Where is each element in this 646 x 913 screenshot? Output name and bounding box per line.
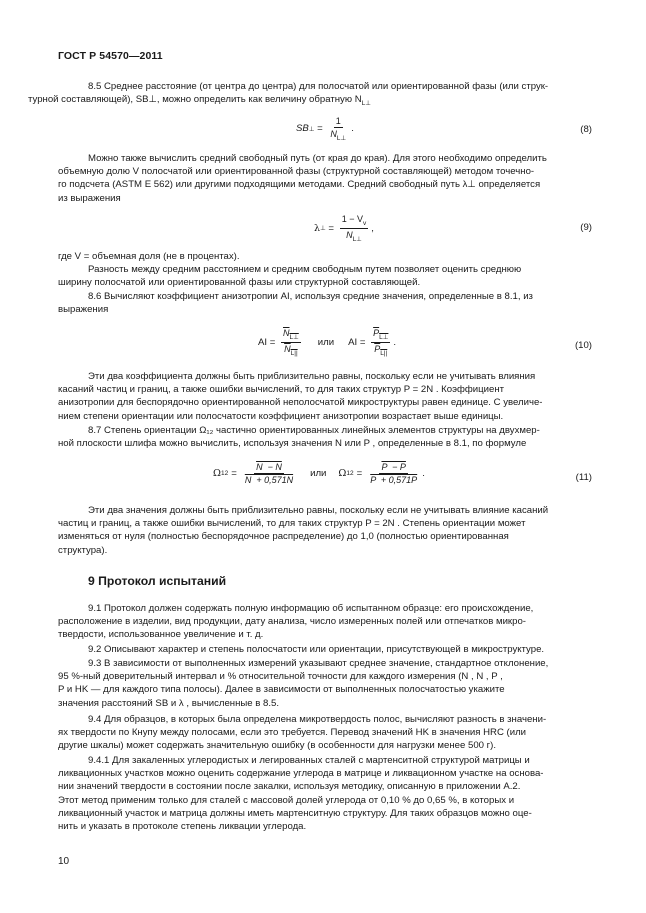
line: ликвационных участков можно оценить содержание углерода в матрице и ликвационном участке на основа- <box>58 768 544 780</box>
line: ях твердости по Кнупу между полосами, если это требуется. Перевод значений HK в значения HRC (или <box>58 727 527 739</box>
line: где V = объемная доля (не в процентах). <box>58 251 240 262</box>
fraction <box>281 328 301 357</box>
paragraph-9-3 <box>58 657 592 710</box>
eq-lhs: Ω <box>338 468 347 479</box>
equation-9 <box>314 214 374 243</box>
numerator: $P_{L\perp}$ <box>373 328 389 341</box>
line: Этот метод применим только для сталей с массовой долей углерода от 0,10 % до 0,65 %, в которых и <box>58 794 515 806</box>
line: Можно также вычислить средний свободный путь (от края до края). Для этого необходимо определить <box>88 153 547 164</box>
line: касаний частиц и границ, а также ошибки вычислений, то для таких структур P = 2N . Коэффициент <box>58 384 505 396</box>
line: 8.7 Степень ориентации Ω₁₂ частично ориентированных линейных элементов структуры на двухмер- <box>88 425 540 436</box>
numerator: P − P <box>381 462 406 472</box>
equation-number: (11) <box>575 472 592 483</box>
line: из выражения <box>58 192 121 204</box>
line: 8.5 Среднее расстояние (от центра до центра) для полосчатой или ориентированной фазы (или струк- <box>88 81 549 92</box>
line: твердости, использованное увеличение и т. д. <box>58 629 264 641</box>
line: изменяться от нуля (полностью беспорядочное распределение) до 1,0 (полностью ориентированная <box>58 531 509 543</box>
line: структура). <box>58 544 108 556</box>
line: расположение в изделии, вид продукции, дату анализа, число измеренных полей или отпечатков микро- <box>58 616 526 628</box>
eq-lhs: λ <box>314 222 321 234</box>
line: 9.4 Для образцов, в которых была определена микротвердость полос, вычисляют разность в значени- <box>88 714 547 725</box>
denominator: N + 0,571N <box>244 475 294 485</box>
paragraph-9-4-1 <box>58 754 592 833</box>
line: 8.6 Вычисляют коэффициент анизотропии AI, используя средние значения, определенные в 8.1, из <box>88 290 533 302</box>
paragraph-where-8-6 <box>58 250 592 316</box>
equation-number: (8) <box>580 124 592 135</box>
equation-11: Ω 12 = $\frac{N - N}{N + 0,571N}$ или Ω 12 = $\frac{P - P}{P + 0,571P}$ . <box>213 462 425 485</box>
denominator: P + 0,571P <box>370 475 418 485</box>
line: 95 %-ный доверительный интервал и % относительной точности для каждого измерения (N , N , P , <box>58 671 503 683</box>
line: 9.4.1 Для закаленных углеродистых и легированных сталей с мартенситной структурой матрицы и <box>88 755 530 766</box>
denominator: $P_{L||}$ <box>374 343 388 357</box>
line: P и HK — для каждого типа полосы). Далее в зависимости от выполненных полосчатостью укажите <box>58 684 505 696</box>
equation-8 <box>296 116 354 142</box>
line: Эти два значения должны быть приблизительно равны, поскольку если не учитывать влияние касаний <box>88 505 549 516</box>
paragraph-9-2 <box>58 643 592 656</box>
paragraph-8-7 <box>58 424 592 450</box>
line: другие шкалы) может содержать значительную ошибку (в особенности для нагрузки менее 500 г). <box>58 740 497 752</box>
eq-lhs: Ω <box>213 468 221 479</box>
line: 9.1 Протокол должен содержать полную информацию об испытанном образце: его происхождение, <box>88 603 534 614</box>
line: ширину полосчатой или ориентированной фазы или структурной составляющей. <box>58 277 421 289</box>
fraction <box>340 214 369 243</box>
eq-or: или <box>317 336 335 348</box>
fraction <box>371 328 390 357</box>
numerator: $1 - V_v$ <box>341 214 367 227</box>
line: нии значений твердости в состоянии после закалки, используя методику, описанную в приложении А.2. <box>58 781 521 793</box>
numerator: $N_{L\perp}$ <box>283 328 299 341</box>
line: значения расстояний SB и λ , вычисленные в 8.5. <box>58 697 280 709</box>
fraction <box>243 462 295 485</box>
line: ликвационный участок и матрица должны иметь мартенситную структуру. Для таких образцов можно оце- <box>58 807 532 819</box>
equation-10 <box>258 328 396 357</box>
paragraph-8-5 <box>28 80 592 110</box>
line: турной составляющей), SB⊥, можно определить как величину обратную N <box>28 94 362 106</box>
eq-lhs: AI = <box>258 336 278 348</box>
eq-tail: . <box>422 468 425 479</box>
section-heading: 9 Протокол испытаний <box>88 574 227 588</box>
line: ной плоскости шлифа можно вычислить, используя значения N или P , определенные в 8.1, по формуле <box>58 438 527 450</box>
denominator: $N_{L||}$ <box>284 343 298 357</box>
line: анизотропии для беспорядочно ориентированной неполосчатой микроструктуры равен единице. С увеличе- <box>58 397 543 409</box>
denominator: $N_{L\perp}$ <box>330 129 347 142</box>
eq-tail: . <box>351 123 354 135</box>
line: нием степени ориентации или полосчатости коэффициент анизотропии возрастает выше единицы. <box>58 410 504 422</box>
equation-number: (9) <box>580 222 592 233</box>
subscript: L⊥ <box>361 100 371 108</box>
paragraph-9-1 <box>58 602 592 642</box>
numerator: 1 <box>335 116 341 126</box>
eq-sub: 12 <box>220 470 229 477</box>
document-header: ГОСТ Р 54570—2011 <box>58 50 163 62</box>
eq-sign: = <box>325 222 337 234</box>
eq-or: или <box>310 468 327 479</box>
eq-sign: = <box>314 123 326 135</box>
line: Разность между средним расстоянием и средним свободным путем позволяет оценить среднюю <box>88 264 522 276</box>
denominator: $N_{L\perp}$ <box>346 229 362 243</box>
line: объемную долю V полосчатой или ориентированной фазы (структурной составляющей) методом точечно- <box>58 166 535 178</box>
page-number: 10 <box>58 856 70 867</box>
fraction <box>328 116 348 142</box>
eq-lhs: SB <box>296 123 309 135</box>
paragraph-8-7-cont <box>58 504 592 557</box>
eq-lhs: AI = <box>348 336 369 348</box>
line: выражения <box>58 303 109 315</box>
eq-tail: , <box>371 222 374 234</box>
line: нить и указать в протоколе степень ликвации углерода. <box>58 821 307 833</box>
eq-sub: 12 <box>346 470 354 477</box>
eq-tail: . <box>393 336 397 348</box>
line: 9.3 В зависимости от выполненных измерений указывают среднее значение, стандартное отклонение, <box>88 658 549 669</box>
line: 9.2 Описывают характер и степень полосчатости или ориентации, присутствующей в микроструктуре. <box>88 644 545 655</box>
fraction <box>368 462 419 485</box>
equation-number: (10) <box>574 340 592 351</box>
line: Эти два коэффициента должны быть приблизительно равны, поскольку если не учитывать влияния <box>88 371 536 382</box>
eq-sub: ⊥ <box>308 125 315 133</box>
paragraph-8-6-cont <box>58 370 592 423</box>
eq-sub: ⊥ <box>320 225 326 233</box>
numerator: N − N <box>256 462 282 472</box>
paragraph-9-4 <box>58 713 592 753</box>
line: го подсчета (ASTM E 562) или другими подходящими методами. Средний свободный путь λ⊥ определяется <box>58 179 541 191</box>
paragraph-mean-free-path <box>58 152 592 205</box>
line: частиц и границ, а также ошибки вычислений, то для таких структур P = 2N . Степень ориентации может <box>58 518 526 530</box>
